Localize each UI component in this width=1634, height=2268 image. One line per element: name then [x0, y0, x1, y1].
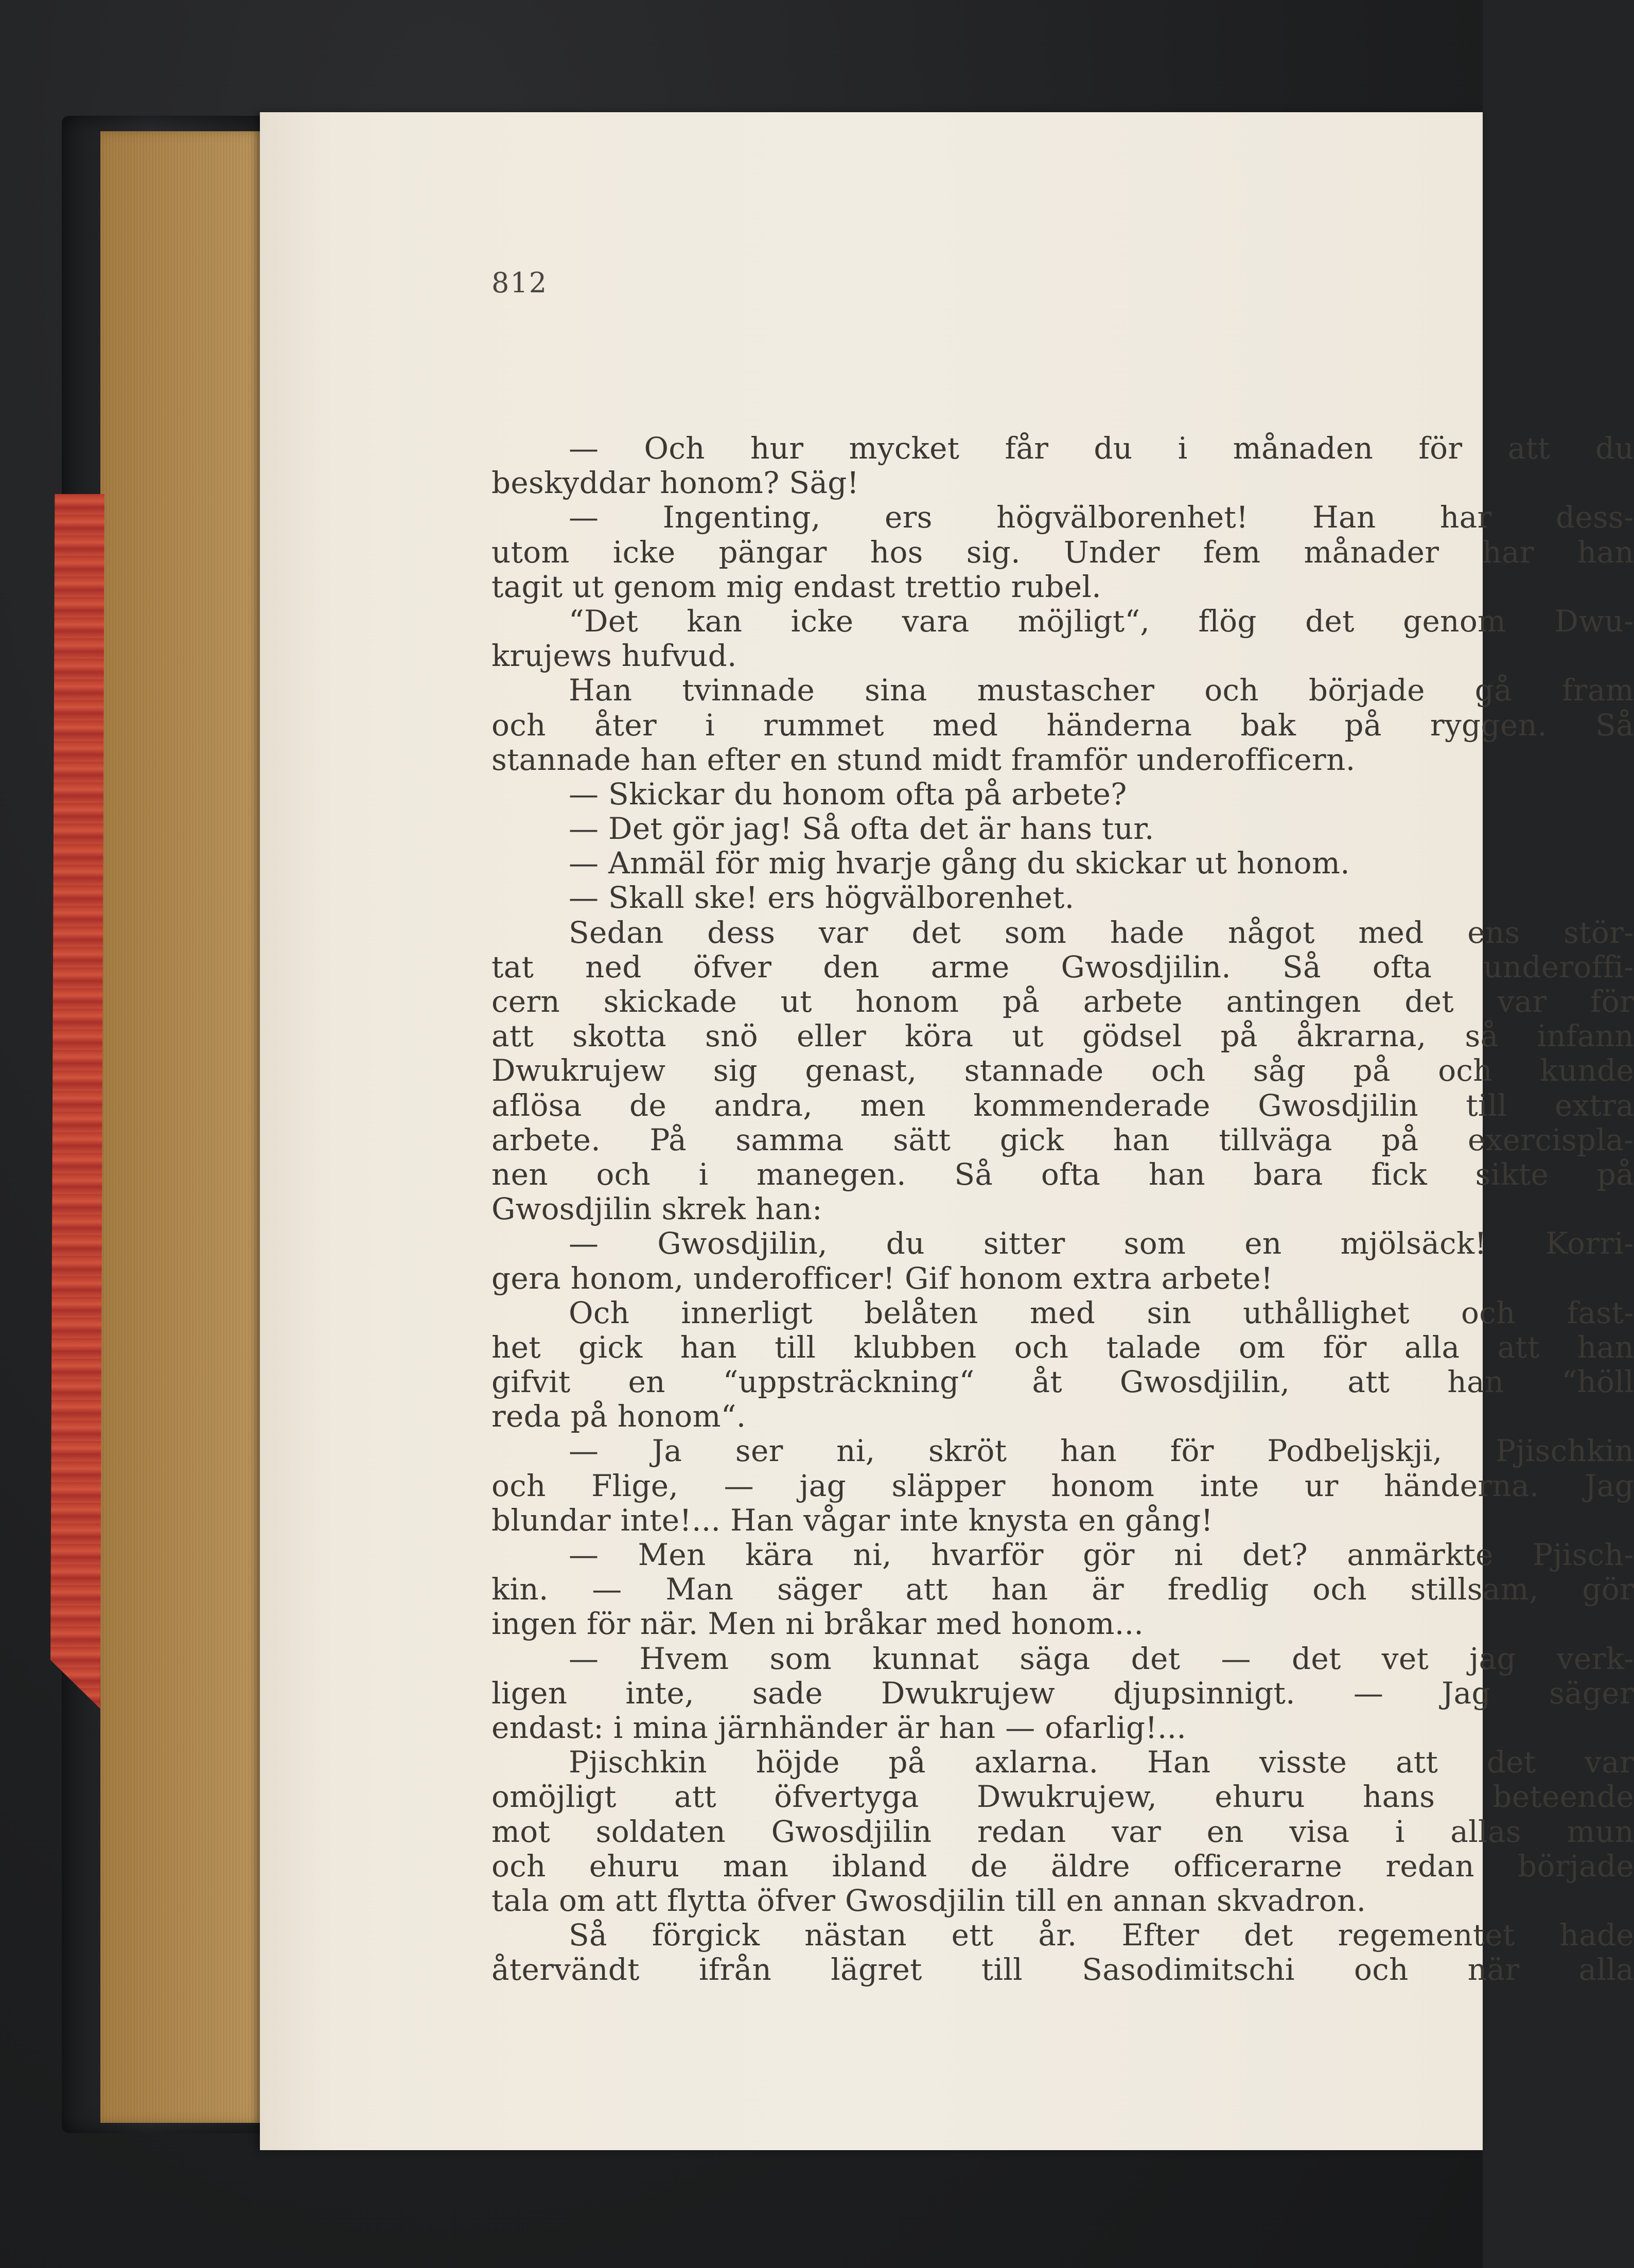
text-line: utom icke pängar hos sig. Under fem månader har han: [491, 534, 1634, 570]
text-line: Pjischkin höjde på axlarna. Han visste att det var: [569, 1745, 1634, 1780]
text-line: Gwosdjilin skrek han:: [491, 1191, 822, 1227]
text-line: Och innerligt belåten med sin uthållighet och fast-: [569, 1295, 1634, 1330]
text-line: gifvit en “uppsträckning“ åt Gwosdjilin, att han “höll: [491, 1364, 1634, 1400]
text-line: — Det gör jag! Så ofta det är hans tur.: [569, 811, 1154, 847]
text-line: mot soldaten Gwosdjilin redan var en visa i allas mun: [491, 1814, 1634, 1849]
book-page: [260, 112, 1634, 2150]
text-line: Så förgick nästan ett år. Efter det regementet hade: [569, 1918, 1634, 1953]
text-line: nen och i manegen. Så ofta han bara fick sikte på: [491, 1156, 1634, 1192]
page-number: 812: [491, 267, 548, 299]
text-line: ingen för när. Men ni bråkar med honom...: [491, 1606, 1144, 1642]
text-line: arbete. På samma sätt gick han tillväga på exercispla-: [491, 1122, 1634, 1157]
text-line: att skotta snö eller köra ut gödsel på åkrarna, så infann: [491, 1018, 1634, 1054]
text-line: — Ingenting, ers högvälborenhet! Han har dess-: [569, 500, 1634, 535]
text-line: — Och hur mycket får du i månaden för att du: [569, 431, 1634, 466]
page-edges: [100, 131, 265, 2123]
text-line: het gick han till klubben och talade om för alla att han: [491, 1329, 1634, 1365]
text-line: — Ja ser ni, skröt han för Podbeljskji, Pjischkin: [569, 1433, 1634, 1469]
text-line: cern skickade ut honom på arbete antingen det var för: [491, 984, 1634, 1019]
text-line: Han tvinnade sina mustascher och började gå fram: [569, 673, 1634, 708]
text-line: beskyddar honom? Säg!: [491, 465, 859, 501]
text-line: reda på honom“.: [491, 1399, 746, 1434]
text-line: — Hvem som kunnat säga det — det vet jag verk-: [569, 1641, 1634, 1676]
text-line: endast: i mina järnhänder är han — ofarlig!...: [491, 1710, 1187, 1745]
text-line: omöjligt att öfvertyga Dwukrujew, ehuru hans beteende: [491, 1779, 1634, 1815]
text-line: “Det kan icke vara möjligt“, flög det genom Dwu-: [569, 603, 1634, 639]
text-line: stannade han efter en stund midt framför underofficern.: [491, 742, 1356, 777]
text-line: krujews hufvud.: [491, 638, 737, 674]
text-line: och Flige, — jag släpper honom inte ur händerna. Jag: [491, 1468, 1634, 1503]
text-line: — Gwosdjilin, du sitter som en mjölsäck! Korri-: [569, 1226, 1634, 1261]
text-line: tala om att flytta öfver Gwosdjilin till en annan skvadron.: [491, 1883, 1366, 1918]
text-line: Sedan dess var det som hade något med ens stör-: [569, 915, 1634, 950]
text-line: och ehuru man ibland de äldre officerarne redan började: [491, 1848, 1634, 1884]
text-line: och åter i rummet med händerna bak på ryggen. Så: [491, 707, 1634, 743]
text-line: tat ned öfver den arme Gwosdjilin. Så ofta underoffi-: [491, 949, 1634, 984]
text-line: — Anmäl för mig hvarje gång du skickar ut honom.: [569, 846, 1350, 881]
page-text: [491, 431, 1634, 1987]
text-line: — Men kära ni, hvarför gör ni det? anmärkte Pjisch-: [569, 1537, 1634, 1572]
text-line: aflösa de andra, men kommenderade Gwosdjilin till extra: [491, 1087, 1634, 1123]
text-line: gera honom, underofficer! Gif honom extra arbete!: [491, 1260, 1273, 1296]
text-line: — Skickar du honom ofta på arbete?: [569, 776, 1127, 812]
text-line: återvändt ifrån lägret till Sasodimitschi och när alla: [491, 1952, 1634, 1988]
text-line: Dwukrujew sig genast, stannade och såg på och kunde: [491, 1053, 1634, 1088]
text-line: kin. — Man säger att han är fredlig och stillsam, gör: [491, 1572, 1634, 1607]
text-line: blundar inte!... Han vågar inte knysta en gång!: [491, 1502, 1214, 1538]
bookmark-ribbon: [50, 494, 104, 1709]
text-line: — Skall ske! ers högvälborenhet.: [569, 880, 1075, 916]
text-line: tagit ut genom mig endast trettio rubel.: [491, 569, 1101, 604]
text-line: ligen inte, sade Dwukrujew djupsinnigt. — Jag säger: [491, 1675, 1634, 1711]
